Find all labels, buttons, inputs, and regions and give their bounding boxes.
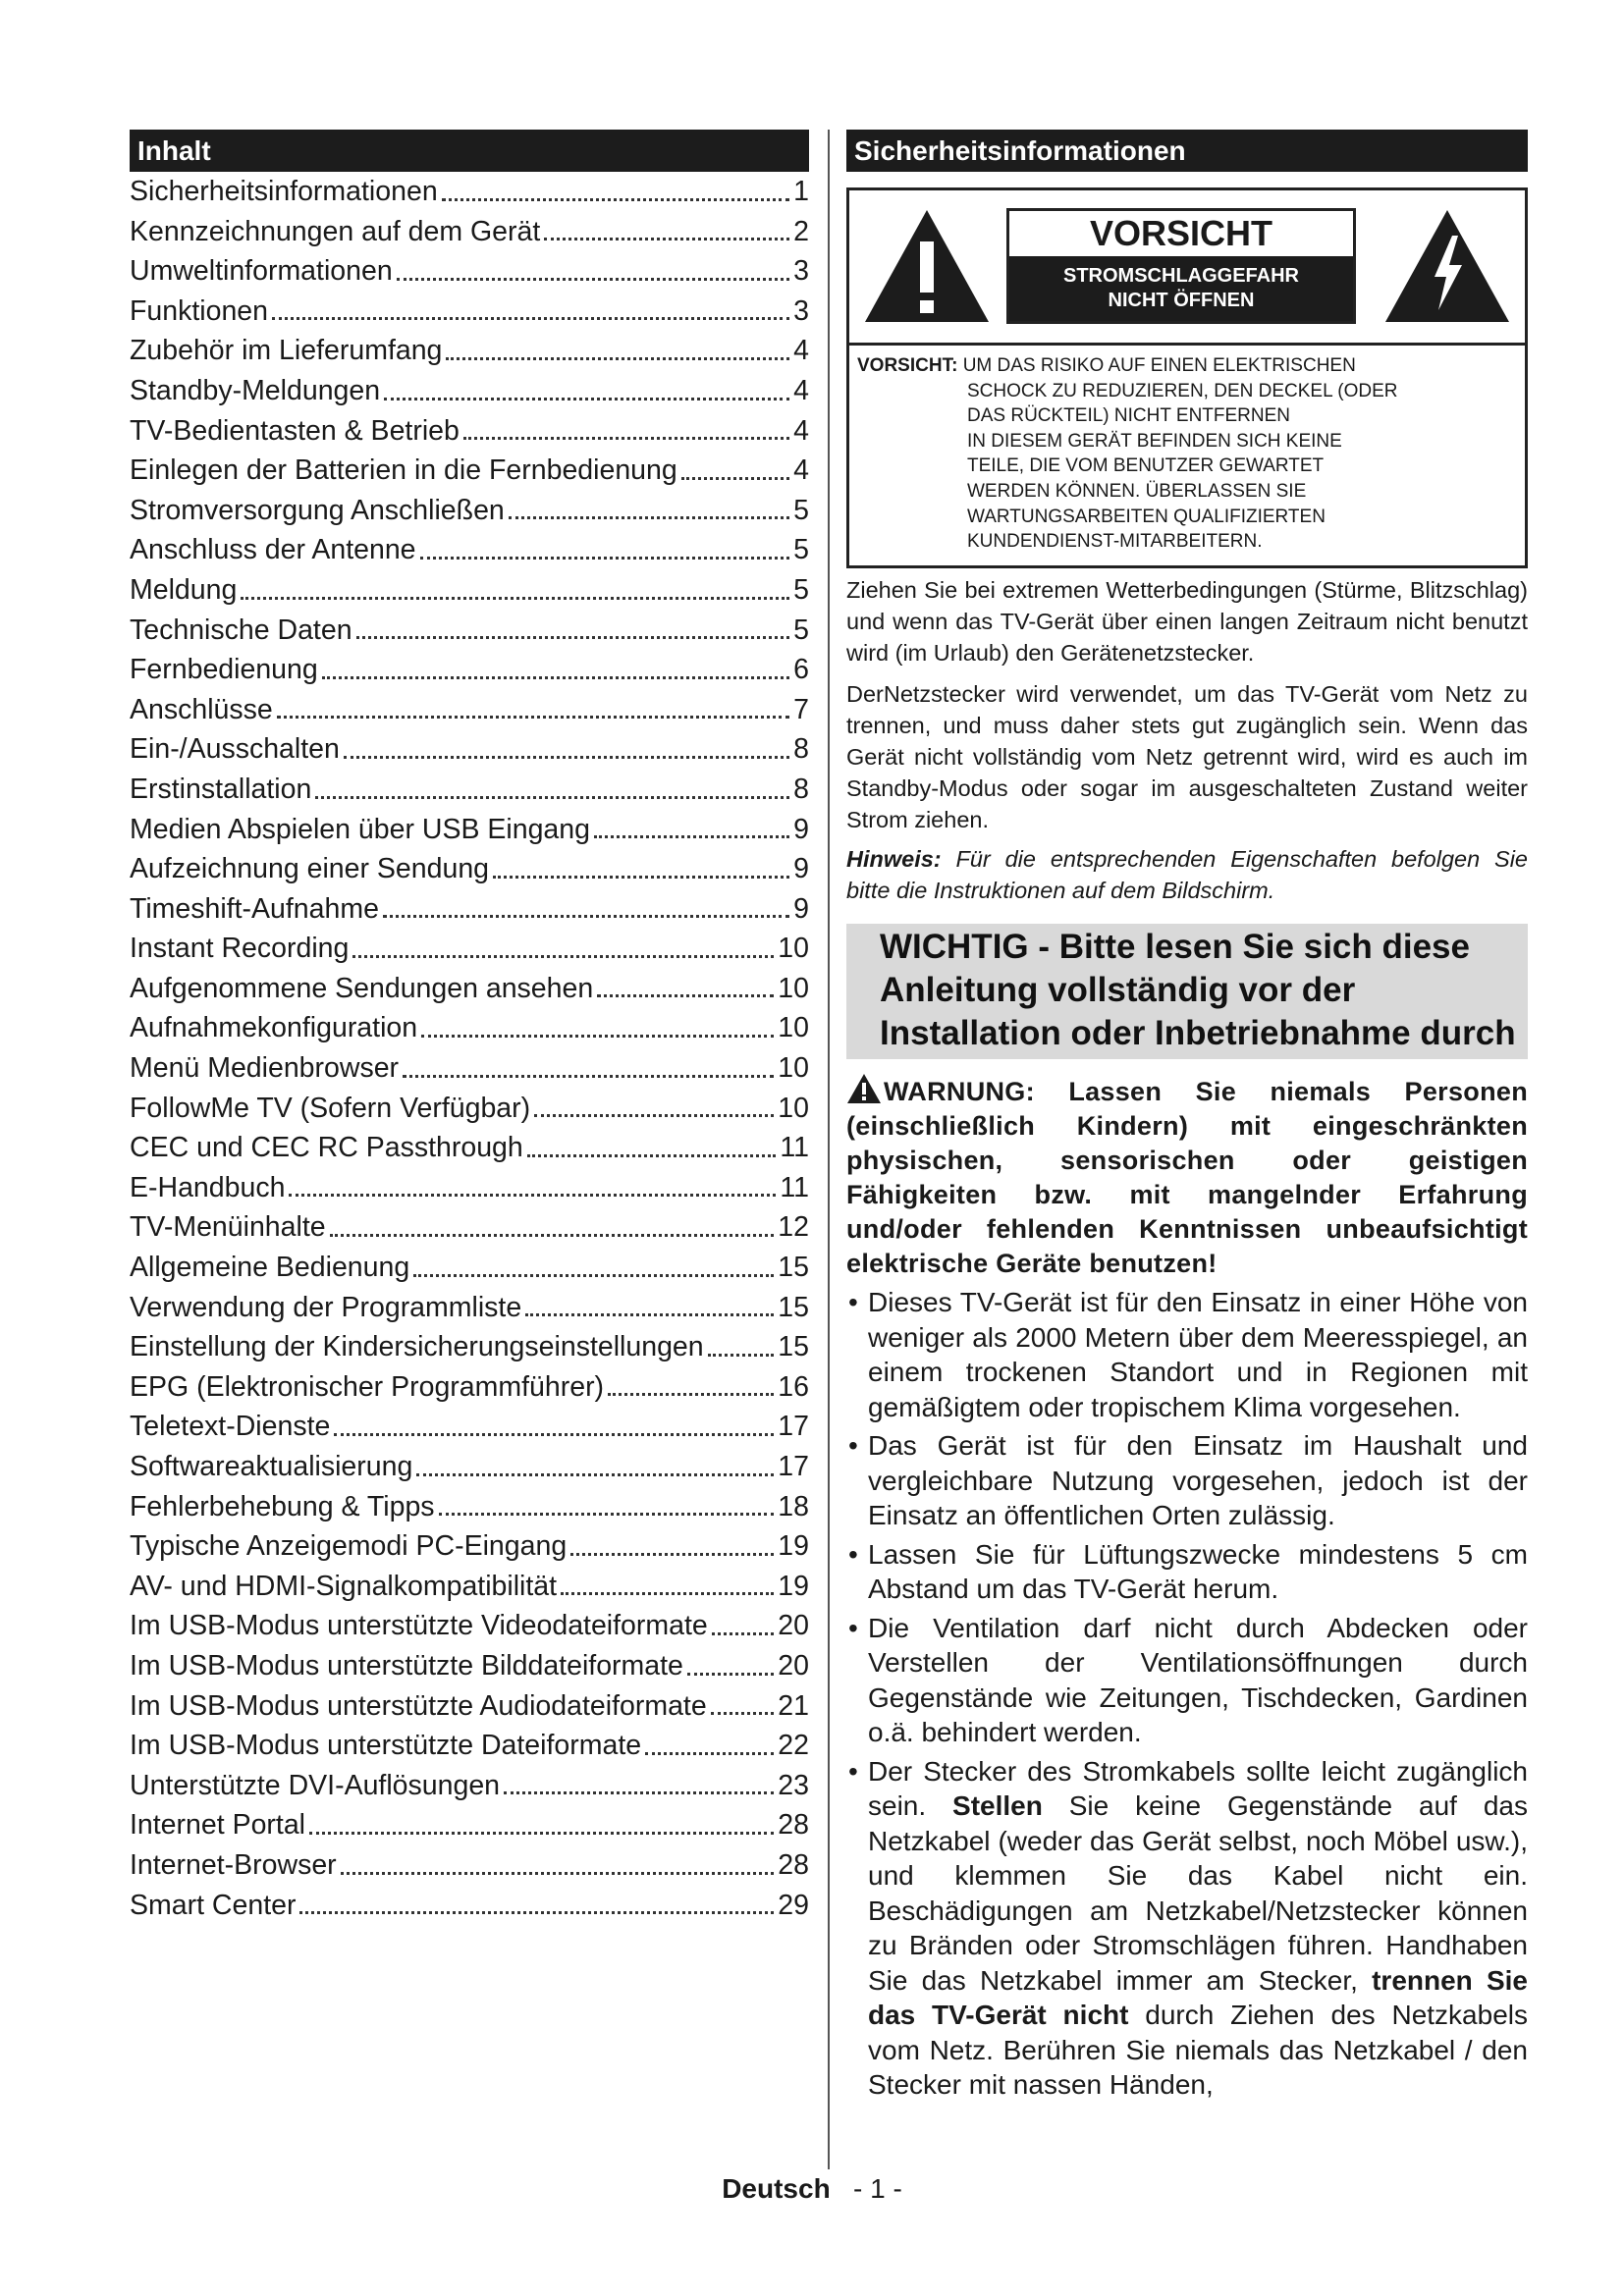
toc-entry-title: Internet-Browser (130, 1848, 337, 1881)
toc-entry-title: AV- und HDMI-Signalkompatibilität (130, 1570, 558, 1602)
toc-entry-page: 5 (793, 534, 809, 566)
toc-entry (130, 1089, 809, 1129)
toc-entry-title: Im USB-Modus unterstützte Dateiformate (130, 1730, 642, 1762)
safety-section (846, 130, 1528, 2103)
toc-entry-page: 17 (778, 1451, 809, 1482)
power-cable-emphasis: trennen Sie das TV-Gerät nicht (868, 1964, 1529, 2030)
toc-entry-page: 16 (778, 1370, 809, 1403)
toc-entry (130, 1646, 809, 1686)
page-footer (0, 2173, 1624, 2205)
toc-entry (130, 251, 809, 292)
vorsicht-title: VORSICHT (1009, 211, 1353, 256)
toc-entry (130, 1407, 809, 1447)
toc-entry (130, 690, 809, 730)
toc-entry-page: 17 (778, 1411, 809, 1443)
toc-entry (130, 1606, 809, 1646)
toc-entry (130, 1487, 809, 1527)
power-cable-emphasis: Stellen (952, 1790, 1043, 1821)
toc-entry-page: 10 (778, 1092, 809, 1124)
toc-entry-page: 23 (778, 1769, 809, 1801)
toc-entry-title: Medien Abspielen über USB Eingang (130, 813, 590, 845)
list-item: • Dieses TV-Gerät ist für den Einsatz in einer Höhe von weniger als 2000 Metern über dem Meeresspiegel, an einem trockenen Standort und in Regionen mit gemäßigtem oder tropischem Klima vorgesehen. (846, 1285, 1528, 1424)
toc-leader-dots (289, 1194, 776, 1197)
hint-text: Für die entsprechenden Eigenschaften befolgen Sie bitte die Instruktionen auf dem Bildschirm. (846, 846, 1528, 903)
toc-leader-dots (352, 955, 774, 958)
toc-entry-page: 12 (778, 1211, 809, 1244)
toc-leader-dots (597, 994, 774, 997)
toc-entry-page: 5 (793, 573, 809, 606)
vorsicht-label (1006, 208, 1356, 324)
toc-entry (130, 451, 809, 491)
toc-entry (130, 1686, 809, 1727)
toc-entry (130, 371, 809, 411)
toc-leader-dots (344, 756, 789, 759)
caution-line: IN DIESEM GERÄT BEFINDEN SICH KEINE (967, 430, 1342, 452)
caution-line: UM DAS RISIKO AUF EINEN ELEKTRISCHEN (962, 355, 1356, 376)
toc-entry-page: 15 (778, 1252, 809, 1284)
toc-entry-page: 11 (780, 1132, 809, 1164)
toc-entry (130, 1447, 809, 1487)
toc-entry-title: Erstinstallation (130, 773, 312, 805)
caution-line: WERDEN KÖNNEN. ÜBERLASSEN SIE (967, 480, 1307, 502)
caution-line: WARTUNGSARBEITEN QUALIFIZIERTEN (967, 506, 1326, 527)
toc-entry (130, 1886, 809, 1926)
toc-entry-page: 10 (778, 972, 809, 1004)
toc-entry (130, 729, 809, 770)
toc-entry (130, 849, 809, 889)
toc-entry-title: Im USB-Modus unterstützte Videodateiformate (130, 1610, 708, 1642)
power-cable-text: Sie keine Gegenstände auf das Netzkabel (weder das Gerät selbst, noch Möbel usw.), und klemmen Sie das Kabel nicht ein. Beschädigungen am Netzkabel/Netzstecker können zu Bränden oder Stromschlägen führen. Handhaben Sie das Netzkabel immer am Stecker, (868, 1790, 1528, 1996)
toc-entry-title: Aufgenommene Sendungen ansehen (130, 972, 594, 1004)
toc-entry-title: Umweltinformationen (130, 255, 393, 288)
toc-entry-title: EPG (Elektronischer Programmführer) (130, 1370, 605, 1403)
toc-leader-dots (421, 1035, 774, 1038)
toc-leader-dots (708, 1354, 775, 1357)
toc-entry (130, 1128, 809, 1168)
toc-entry-title: TV-Bedientasten & Betrieb (130, 414, 460, 447)
lightning-warning-icon (1383, 208, 1511, 324)
power-cable-text: durch Ziehen des Netzkabels vom Netz. Berühren Sie niemals das Netzkabel / den Stecker mit nassen Händen, (868, 2000, 1528, 2100)
toc-entry-title: Meldung (130, 573, 238, 606)
toc-leader-dots (442, 198, 789, 201)
toc-entry-title: Allgemeine Bedienung (130, 1252, 410, 1284)
caution-first-line (857, 353, 1517, 379)
safety-bullets (846, 1285, 1528, 2103)
toc-entry (130, 212, 809, 252)
toc-entry-page: 19 (778, 1530, 809, 1563)
caution-label: VORSICHT: (857, 355, 958, 376)
toc-entry-page: 3 (793, 255, 809, 288)
shock-hazard-line: STROMSCHLAGGEFAHR (1063, 265, 1299, 287)
toc-entry-title: Im USB-Modus unterstützte Audiodateiformate (130, 1689, 707, 1722)
toc-leader-dots (272, 317, 789, 320)
toc-leader-dots (509, 516, 789, 519)
caution-line: TEILE, DIE VOM BENUTZER GEWARTET (967, 455, 1325, 477)
toc-entry-title: CEC und CEC RC Passthrough (130, 1132, 523, 1164)
toc-entry-title: Internet Portal (130, 1809, 306, 1842)
mains-plug-paragraph: DerNetzstecker wird verwendet, um das TV-Gerät vom Netz zu trennen, und muss daher stets gut zugänglich sein. Wenn das Gerät nicht vollständig vom Netz getrennt wird, wird es auch im Standby-Modus oder sogar im ausgeschalteten Zustand weiter Strom ziehen. (846, 681, 1528, 832)
toc-leader-dots (420, 557, 790, 560)
toc-entry (130, 1367, 809, 1408)
toc-entry-page: 8 (793, 733, 809, 766)
toc-entry-page: 7 (793, 693, 809, 725)
toc-leader-dots (383, 915, 789, 918)
page-number: - 1 - (853, 2173, 902, 2204)
caution-text (857, 353, 1517, 555)
toc-entry-title: Anschlüsse (130, 693, 273, 725)
toc-leader-dots (330, 1234, 775, 1237)
toc-leader-dots (299, 1911, 774, 1914)
toc-leader-dots (561, 1592, 774, 1595)
caution-box (846, 187, 1528, 568)
toc-entry-page: 4 (793, 374, 809, 406)
toc-entry-page: 29 (778, 1889, 809, 1921)
do-not-open-line: NICHT ÖFFNEN (1108, 290, 1255, 311)
toc-entry-page: 10 (778, 1052, 809, 1085)
toc-entry-page: 28 (778, 1848, 809, 1881)
toc-entry (130, 810, 809, 850)
toc-entry-title: Unterstützte DVI-Auflösungen (130, 1769, 501, 1801)
toc-entry-page: 20 (778, 1610, 809, 1642)
list-item (846, 1754, 1528, 2103)
toc-entry (130, 1288, 809, 1328)
toc-leader-dots (309, 1832, 774, 1835)
toc-leader-dots (608, 1393, 774, 1396)
toc-leader-dots (527, 1154, 777, 1157)
toc-entry-title: Kennzeichnungen auf dem Gerät (130, 215, 541, 247)
list-item: • Das Gerät ist für den Einsatz im Haushalt und vergleichbare Nutzung vorgesehen, jedoch ist der Einsatz an öffentlichen Orten zulässig. (846, 1428, 1528, 1533)
toc-entry-page: 15 (778, 1291, 809, 1323)
toc-leader-dots (384, 398, 789, 400)
toc-entry-title: Verwendung der Programmliste (130, 1291, 522, 1323)
toc-entry (130, 611, 809, 651)
toc-entry-title: Instant Recording (130, 933, 350, 965)
warning-text: WARNUNG: Lassen Sie niemals Personen (einschließlich Kindern) mit eingeschränkten physischen, sensorischen oder geistigen Fähigkeiten bzw. mit mangelnder Erfahrung und/oder fehlenden Kenntnissen unbeaufsichtigt elektrische Geräte benutzen! (846, 1077, 1528, 1278)
toc-list (130, 172, 809, 1925)
toc-entry-page: 22 (778, 1730, 809, 1762)
toc-entry-page: 9 (793, 853, 809, 885)
toc-entry (130, 1327, 809, 1367)
toc-entry-title: FollowMe TV (Sofern Verfügbar) (130, 1092, 531, 1124)
toc-entry-page: 5 (793, 494, 809, 526)
exclamation-warning-icon (863, 208, 991, 324)
toc-entry-page: 3 (793, 294, 809, 327)
toc-entry-title: Im USB-Modus unterstützte Bilddateiformate (130, 1649, 683, 1682)
toc-entry (130, 331, 809, 371)
toc-entry-title: Sicherheitsinformationen (130, 176, 438, 207)
important-notice: WICHTIG - Bitte lesen Sie sich diese Anleitung vollständig vor der Installation oder Inbetriebnahme durch (846, 924, 1528, 1059)
toc-entry-title: Fehlerbehebung & Tipps (130, 1490, 435, 1522)
toc-leader-dots (681, 477, 789, 480)
toc-entry-title: Funktionen (130, 294, 269, 327)
toc-entry-title: Softwareaktualisierung (130, 1451, 413, 1482)
toc-leader-dots (645, 1752, 774, 1755)
caution-line: SCHOCK ZU REDUZIEREN, DEN DECKEL (ODER (967, 380, 1398, 401)
hint-paragraph (846, 843, 1528, 906)
toc-leader-dots (416, 1473, 774, 1476)
toc-entry-title: Stromversorgung Anschließen (130, 494, 505, 526)
caution-line: KUNDENDIENST-MITARBEITERN. (967, 531, 1263, 553)
warning-triangle-icon (846, 1073, 882, 1104)
toc-entry (130, 929, 809, 969)
toc-leader-dots (534, 1114, 774, 1117)
toc-entry-page: 4 (793, 454, 809, 487)
toc-entry-page: 11 (780, 1171, 809, 1203)
toc-entry-page: 28 (778, 1809, 809, 1842)
safety-heading: Sicherheitsinformationen (846, 130, 1528, 172)
footer-language: Deutsch (722, 2173, 831, 2204)
toc-entry (130, 1845, 809, 1886)
weather-paragraph: Ziehen Sie bei extremen Wetterbedingungen (Stürme, Blitzschlag) und wenn das TV-Gerät über einen langen Zeitraum nicht benutzt wird (im Urlaub) den Gerätenetzstecker. (846, 577, 1528, 666)
toc-entry (130, 1805, 809, 1845)
column-divider (828, 130, 830, 2169)
shock-hazard-notice (1009, 256, 1353, 321)
toc-entry-page: 6 (793, 654, 809, 686)
toc-entry (130, 889, 809, 930)
toc-entry-title: Aufzeichnung einer Sendung (130, 853, 490, 885)
toc-entry (130, 491, 809, 531)
toc-entry-page: 10 (778, 1012, 809, 1044)
toc-entry (130, 411, 809, 452)
toc-entry (130, 1567, 809, 1607)
toc-leader-dots (334, 1433, 774, 1436)
toc-entry (130, 1008, 809, 1048)
toc-leader-dots (446, 357, 789, 360)
toc-entry-title: Aufnahmekonfiguration (130, 1012, 418, 1044)
toc-leader-dots (356, 636, 790, 639)
toc-entry-title: TV-Menüinhalte (130, 1211, 326, 1244)
toc-entry (130, 1048, 809, 1089)
toc-entry-title: Anschluss der Antenne (130, 534, 416, 566)
list-item: • Lassen Sie für Lüftungszwecke mindestens 5 cm Abstand um das TV-Gerät herum. (846, 1537, 1528, 1607)
toc-entry (130, 1766, 809, 1806)
hint-label: Hinweis: (846, 846, 942, 872)
toc-leader-dots (711, 1712, 775, 1715)
toc-leader-dots (341, 1872, 775, 1875)
caution-line: DAS RÜCKTEIL) NICHT ENTFERNEN (967, 405, 1291, 427)
toc-leader-dots (687, 1673, 774, 1676)
toc-entry-page: 9 (793, 892, 809, 925)
toc-leader-dots (241, 597, 789, 600)
toc-leader-dots (397, 278, 789, 281)
toc-heading: Inhalt (130, 130, 809, 172)
toc-entry (130, 650, 809, 690)
toc-entry-title: Menü Medienbrowser (130, 1052, 400, 1085)
toc-entry-title: Technische Daten (130, 614, 352, 646)
toc-entry (130, 1168, 809, 1208)
toc-entry (130, 1726, 809, 1766)
toc-leader-dots (544, 238, 789, 240)
toc-entry-page: 4 (793, 414, 809, 447)
toc-leader-dots (277, 716, 789, 719)
toc-entry (130, 1248, 809, 1288)
toc-entry-page: 10 (778, 933, 809, 965)
toc-entry-page: 19 (778, 1570, 809, 1602)
toc-entry-title: Einlegen der Batterien in die Fernbedienung (130, 454, 677, 487)
toc-leader-dots (493, 876, 789, 879)
toc-entry (130, 1526, 809, 1567)
toc-leader-dots (413, 1274, 774, 1277)
toc-entry-title: Fernbedienung (130, 654, 318, 686)
list-item: • Die Ventilation darf nicht durch Abdecken oder Verstellen der Ventilationsöffnungen durch Gegenstände wie Zeitungen, Tischdecken, Gardinen o.ä. behindert werden. (846, 1611, 1528, 1750)
toc-entry-title: Ein-/Ausschalten (130, 733, 340, 766)
toc-entry (130, 969, 809, 1009)
toc-entry-page: 8 (793, 773, 809, 805)
toc-entry-page: 1 (793, 176, 809, 207)
toc-leader-dots (570, 1553, 774, 1556)
toc-leader-dots (322, 676, 789, 679)
toc-entry-page: 21 (778, 1689, 809, 1722)
toc-leader-dots (315, 796, 789, 799)
toc-entry-page: 5 (793, 614, 809, 646)
toc-entry-title: Standby-Meldungen (130, 374, 381, 406)
toc-leader-dots (439, 1513, 775, 1516)
caution-box-header (849, 190, 1525, 346)
toc-entry (130, 530, 809, 570)
toc-entry (130, 1207, 809, 1248)
toc-entry (130, 292, 809, 332)
toc-leader-dots (525, 1313, 774, 1316)
toc-entry (130, 172, 809, 212)
toc-entry-title: Teletext-Dienste (130, 1411, 331, 1443)
toc-entry-page: 15 (778, 1331, 809, 1363)
toc-leader-dots (712, 1632, 775, 1635)
toc-entry-title: Einstellung der Kindersicherungseinstellungen (130, 1331, 704, 1363)
toc-entry-page: 18 (778, 1490, 809, 1522)
toc-entry-title: Smart Center (130, 1889, 297, 1921)
toc-entry-page: 9 (793, 813, 809, 845)
toc-entry-page: 4 (793, 335, 809, 367)
toc-leader-dots (463, 437, 789, 440)
power-cable-text: Der Stecker des Stromkabels sollte leicht zugänglich sein. (868, 1755, 1528, 1821)
toc-entry-page: 20 (778, 1649, 809, 1682)
toc-entry-title: E-Handbuch (130, 1171, 286, 1203)
table-of-contents (130, 130, 809, 1925)
toc-entry (130, 570, 809, 611)
toc-entry-title: Timeshift-Aufnahme (130, 892, 379, 925)
toc-entry-title: Typische Anzeigemodi PC-Eingang (130, 1530, 568, 1563)
toc-entry-title: Zubehör im Lieferumfang (130, 335, 443, 367)
toc-entry-page: 2 (793, 215, 809, 247)
toc-leader-dots (594, 835, 789, 838)
warning-paragraph (846, 1073, 1528, 1281)
toc-leader-dots (504, 1791, 774, 1794)
toc-leader-dots (403, 1075, 774, 1078)
toc-entry (130, 770, 809, 810)
